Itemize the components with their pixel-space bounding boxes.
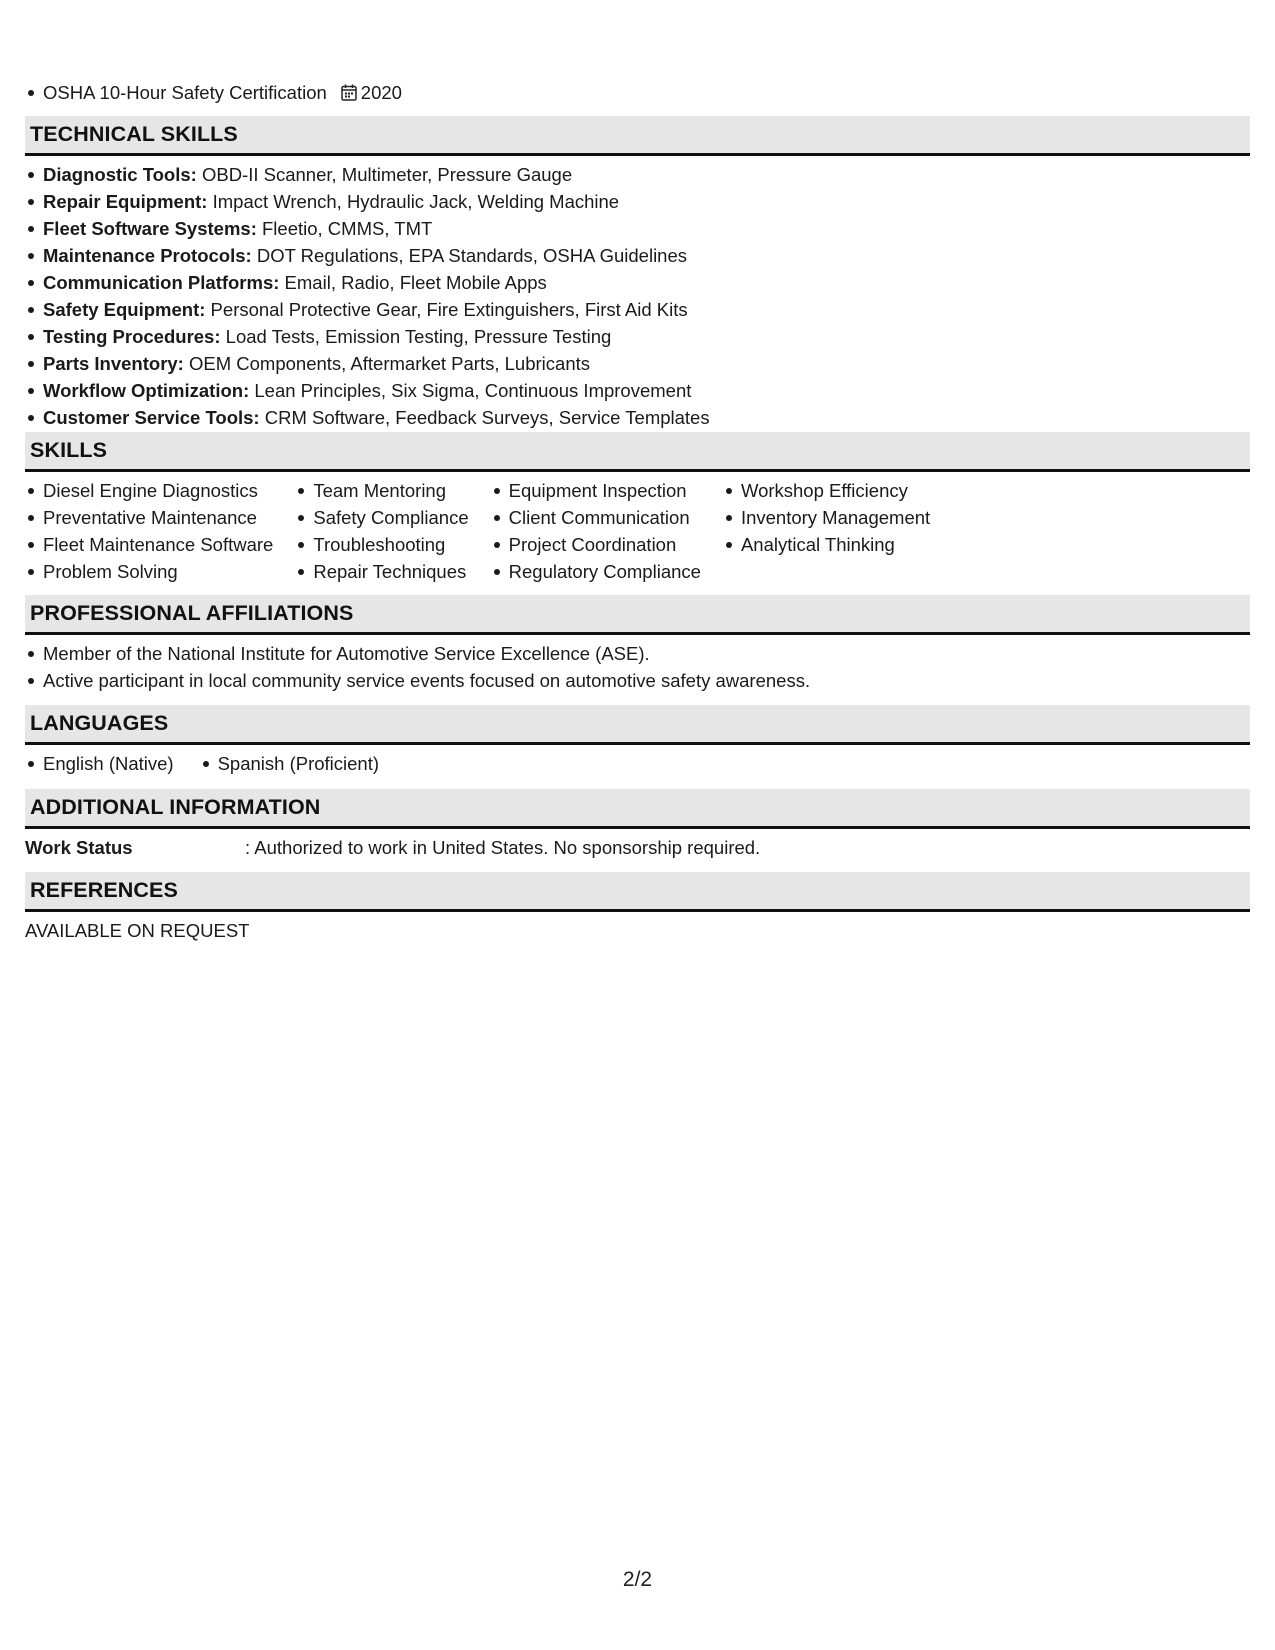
- list-item: Problem Solving: [25, 558, 273, 585]
- list-item: [25, 269, 1250, 296]
- skill-value: Personal Protective Gear, Fire Extinguishers, First Aid Kits: [205, 299, 688, 320]
- list-item: [25, 350, 1250, 377]
- languages-section: [25, 705, 1250, 777]
- work-status-label: Work Status: [25, 837, 133, 858]
- skill-label: Fleet Software Systems:: [43, 218, 257, 239]
- list-item: Project Coordination: [491, 531, 701, 558]
- skill-value: OEM Components, Aftermarket Parts, Lubricants: [183, 353, 590, 374]
- section-title: PROFESSIONAL AFFILIATIONS: [30, 601, 354, 625]
- certification-list: [25, 79, 402, 106]
- work-status-value: : Authorized to work in United States. No sponsorship required.: [245, 837, 761, 858]
- calendar-icon: [341, 84, 357, 101]
- list-item: Regulatory Compliance: [491, 558, 701, 585]
- languages-list: [25, 745, 1250, 777]
- list-item: Safety Compliance: [295, 504, 468, 531]
- certification-year: 2020: [360, 82, 402, 103]
- skill-value: Lean Principles, Six Sigma, Continuous Improvement: [249, 380, 692, 401]
- skill-label: Workflow Optimization:: [43, 380, 250, 401]
- section-title: REFERENCES: [30, 878, 178, 902]
- page-number: 2/2: [622, 1568, 653, 1591]
- list-item: Analytical Thinking: [723, 531, 930, 558]
- list-item: English (Native): [25, 750, 174, 777]
- skill-value: CRM Software, Feedback Surveys, Service Templates: [259, 407, 710, 428]
- skills-column: [25, 477, 273, 585]
- skill-label: Testing Procedures:: [43, 326, 221, 347]
- section-title: LANGUAGES: [30, 711, 169, 735]
- list-item: Spanish (Proficient): [200, 750, 379, 777]
- list-item: [25, 377, 1250, 404]
- skill-label: Safety Equipment:: [43, 299, 206, 320]
- list-item: [25, 242, 1250, 269]
- section-header: [25, 789, 1250, 829]
- section-title: TECHNICAL SKILLS: [30, 122, 238, 146]
- list-item: [25, 161, 1250, 188]
- section-header: [25, 432, 1250, 472]
- skill-label: Customer Service Tools:: [43, 407, 260, 428]
- additional-info-section: [25, 789, 1250, 861]
- list-item: Inventory Management: [723, 504, 930, 531]
- list-item: [25, 188, 1250, 215]
- section-header: [25, 595, 1250, 635]
- skill-label: Communication Platforms:: [43, 272, 280, 293]
- affiliations-list: [25, 635, 1250, 694]
- list-item: Client Communication: [491, 504, 701, 531]
- list-item: Repair Techniques: [295, 558, 468, 585]
- skill-label: Repair Equipment:: [43, 191, 208, 212]
- skill-value: DOT Regulations, EPA Standards, OSHA Guidelines: [251, 245, 688, 266]
- list-item: [25, 323, 1250, 350]
- list-item: [25, 296, 1250, 323]
- section-header: [25, 705, 1250, 745]
- list-item: Workshop Efficiency: [723, 477, 930, 504]
- section-header: [25, 872, 1250, 912]
- skill-label: Parts Inventory:: [43, 353, 184, 374]
- list-item: Diesel Engine Diagnostics: [25, 477, 273, 504]
- list-item: Fleet Maintenance Software: [25, 531, 273, 558]
- skills-column: [491, 477, 701, 585]
- work-status-row: [25, 829, 1250, 861]
- list-item: [25, 404, 1250, 431]
- list-item: Team Mentoring: [295, 477, 468, 504]
- skills-section: [25, 432, 1250, 585]
- skill-value: OBD-II Scanner, Multimeter, Pressure Gauge: [196, 164, 573, 185]
- list-item: Active participant in local community service events focused on automotive safety awareness.: [25, 667, 1250, 694]
- skill-value: Fleetio, CMMS, TMT: [256, 218, 433, 239]
- technical-skills-section: [25, 116, 1250, 431]
- list-item: Preventative Maintenance: [25, 504, 273, 531]
- skill-value: Impact Wrench, Hydraulic Jack, Welding Machine: [207, 191, 620, 212]
- section-header: [25, 116, 1250, 156]
- list-item: Equipment Inspection: [491, 477, 701, 504]
- certification-item: [25, 79, 402, 106]
- references-text: AVAILABLE ON REQUEST: [25, 920, 250, 941]
- list-item: [25, 215, 1250, 242]
- skills-grid: [25, 472, 1250, 585]
- section-title: ADDITIONAL INFORMATION: [30, 795, 321, 819]
- skills-column: [295, 477, 468, 585]
- skill-value: Email, Radio, Fleet Mobile Apps: [279, 272, 547, 293]
- certification-name: OSHA 10-Hour Safety Certification: [43, 82, 327, 103]
- skill-label: Maintenance Protocols:: [43, 245, 252, 266]
- list-item: Troubleshooting: [295, 531, 468, 558]
- references-section: [25, 872, 1250, 944]
- skill-label: Diagnostic Tools:: [43, 164, 197, 185]
- section-title: SKILLS: [30, 438, 108, 462]
- technical-skills-list: [25, 156, 1250, 431]
- list-item: Member of the National Institute for Automotive Service Excellence (ASE).: [25, 640, 1250, 667]
- skill-value: Load Tests, Emission Testing, Pressure Testing: [220, 326, 612, 347]
- affiliations-section: [25, 595, 1250, 694]
- skills-column: [723, 477, 930, 585]
